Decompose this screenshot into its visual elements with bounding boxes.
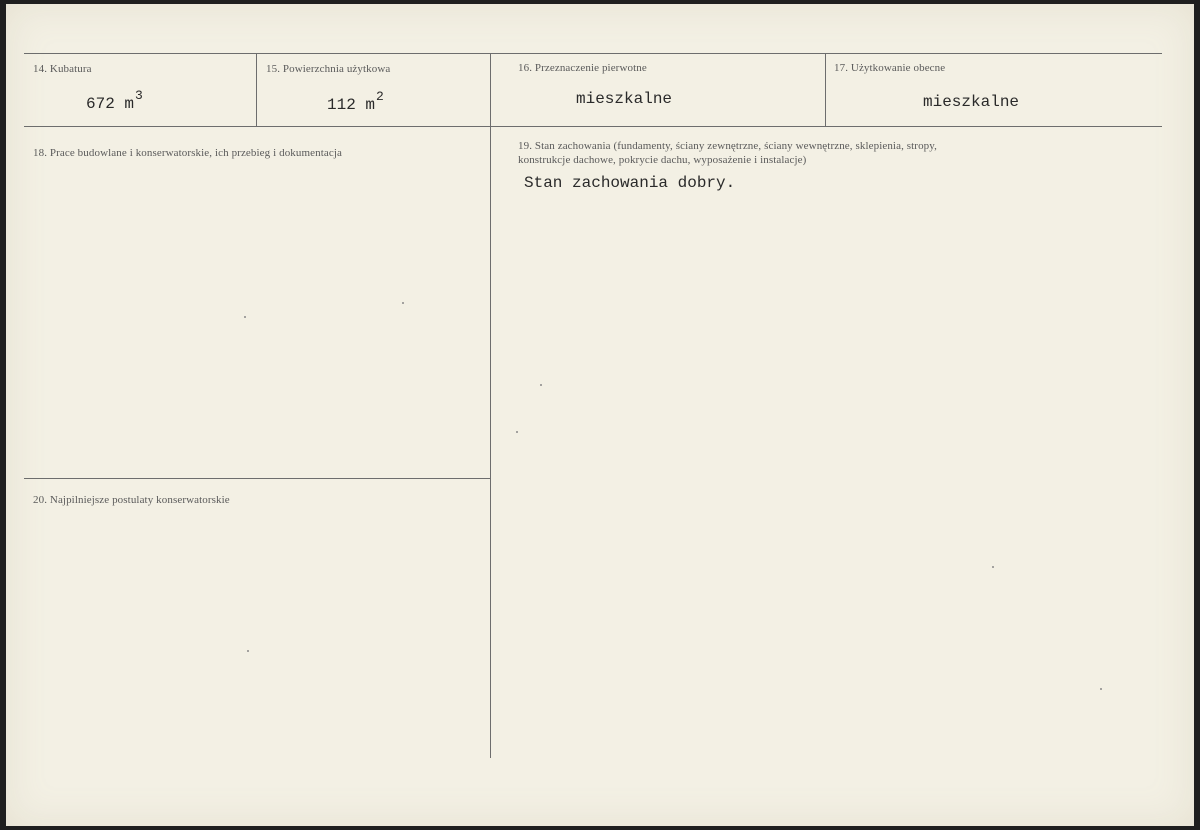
paper-speck [244, 316, 246, 318]
kubatura-exponent: 3 [135, 88, 143, 103]
top-rule [24, 53, 1162, 54]
paper-speck [247, 650, 249, 652]
przeznaczenie-value: mieszkalne [576, 90, 673, 108]
paper-speck [540, 384, 542, 386]
column-divider-1 [256, 53, 257, 126]
column-divider-3 [825, 53, 826, 126]
kubatura-value [86, 88, 143, 113]
przeznaczenie-label: 16. Przeznaczenie pierwotne [518, 62, 647, 74]
column-divider-2 [490, 53, 491, 758]
paper-speck [516, 431, 518, 433]
powierzchnia-number: 112 m [327, 96, 376, 114]
kubatura-label: 14. Kubatura [33, 63, 92, 75]
postulaty-label: 20. Najpilniejsze postulaty konserwatorskie [33, 494, 230, 506]
powierzchnia-label: 15. Powierzchnia użytkowa [266, 63, 391, 75]
section-divider [24, 478, 490, 479]
powierzchnia-value [327, 89, 384, 114]
paper-speck [402, 302, 404, 304]
stan-value: Stan zachowania dobry. [524, 174, 736, 192]
stan-label-line1: 19. Stan zachowania (fundamenty, ściany zewnętrzne, ściany wewnętrzne, sklepienia, stropy, [518, 140, 938, 152]
uzytkowanie-label: 17. Użytkowanie obecne [834, 62, 946, 74]
paper-speck [1100, 688, 1102, 690]
kubatura-number: 672 m [86, 95, 135, 113]
paper-speck [992, 566, 994, 568]
record-card [6, 4, 1194, 826]
row-divider [24, 126, 1162, 127]
stan-label-line2: konstrukcje dachowe, pokrycie dachu, wyposażenie i instalacje) [518, 154, 807, 166]
powierzchnia-exponent: 2 [376, 89, 384, 104]
uzytkowanie-value: mieszkalne [923, 93, 1020, 111]
prace-label: 18. Prace budowlane i konserwatorskie, ich przebieg i dokumentacja [33, 147, 342, 159]
